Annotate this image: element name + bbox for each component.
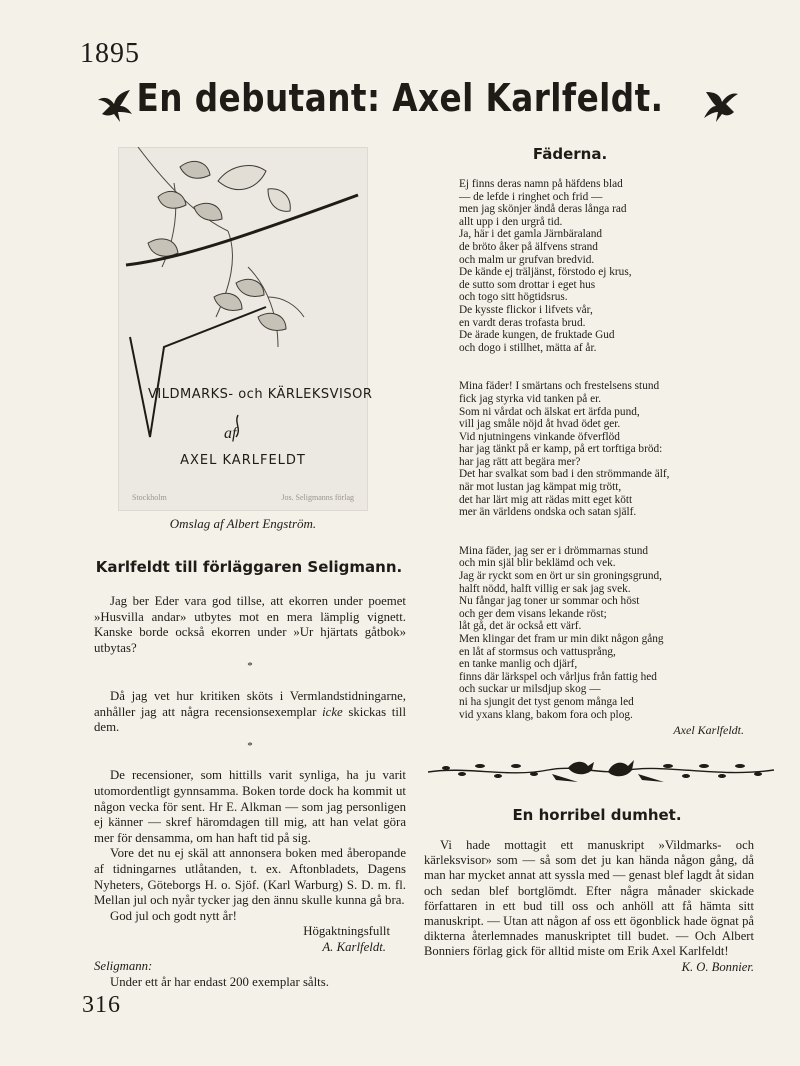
poem-line: vid yxans klang, bakom fora och plog. (459, 708, 633, 721)
bird-icon (700, 90, 740, 124)
poem-line: fick jag styrka vid tanken på er. (459, 392, 602, 405)
story-signature: K. O. Bonnier. (681, 959, 754, 974)
letter-paragraph: Jag ber Eder vara god tillse, att ekorren under poemet »Husvilla andar» utbytes mot en mera lämplig vignett. Kanske borde också ekorren under »Ur hjärtats gåtbok» utbytas? (94, 594, 406, 655)
reply-label: Seligmann: (94, 959, 153, 974)
poem-line: när mot lustan jag kämpat mig trött, (459, 481, 622, 494)
poem-line: Nu fångar jag toner ur sommar och höst (459, 595, 640, 608)
poem-stanza (459, 545, 759, 721)
letter-body (94, 594, 406, 991)
poem-line: Det har svalkat som bad i den strömmande älf, (459, 468, 670, 481)
poem-line: har jag rätt att begära mer? (459, 455, 581, 468)
book-cover (118, 147, 373, 511)
poem-line: och dogo i stillhet, mätta af år. (459, 341, 597, 354)
letter-paragraph (94, 689, 406, 736)
poem-line: De ärade kungen, de fruktade Gud (459, 329, 615, 342)
page-number: 316 (82, 992, 121, 1018)
emphasis: icke (322, 704, 343, 719)
poem-line: Ja, här i det gamla Järnbäraland (459, 228, 603, 241)
poem-line: och ger dem visans lekande röst; (459, 607, 607, 620)
text-run: Då jag vet hur kritiken sköts i Vermlandstidningarne, anhåller jag att några recensionsexemplar (94, 688, 406, 719)
poem-line: har jag tänkt på er kamp, på ert torftiga bröd: (459, 443, 663, 456)
poem-line: Mina fäder, jag ser er i drömmarnas stund (459, 544, 649, 557)
cover-author: AXEL KARLFELDT (180, 453, 306, 468)
cover-caption: Omslag af Albert Engström. (169, 516, 317, 531)
cover-place: Stockholm (132, 493, 167, 502)
poem-line: Men klingar det fram ur min dikt någon gång (459, 633, 664, 645)
poem-title: Fäderna. (532, 145, 608, 163)
poem-line: allt upp i den urgrå tid. (459, 215, 563, 228)
poem-line: Vid njutningens vinkande öfverflöd (459, 430, 620, 443)
poem-line: en vardt deras trofasta brud. (459, 316, 586, 329)
story-title: En horribel dumhet. (512, 806, 682, 824)
poem-line: och togo sitt högtidsrus. (459, 291, 568, 304)
cover-publisher: Jos. Seligmanns förlag (281, 493, 354, 502)
section-star: * (247, 660, 253, 673)
poem-signature: Axel Karlfeldt. (673, 723, 744, 737)
poem-line: vill jag småle nöjd åt hvad ödet ger. (459, 418, 621, 431)
poem-line: och suckar ur milsdjup skog — (459, 683, 601, 696)
poem-line: Som ni vårdat och älskat ert ärfda pund, (459, 405, 640, 418)
text-run: skickas till dem. (94, 704, 407, 735)
poem-line: låt gå, det är också ett värf. (459, 620, 582, 633)
poem-stanza (459, 178, 759, 354)
section-star: * (247, 739, 253, 752)
poem-line: finns där lärkspel och vårljus från fattig hed (459, 670, 657, 683)
letter-heading: Karlfeldt till förläggaren Seligmann. (95, 558, 403, 576)
letter-paragraph: God jul och godt nytt år! (110, 908, 237, 923)
bird-vine-ornament (428, 752, 774, 788)
letter-paragraph: De recensioner, som hittills varit synliga, ha ju varit utomordentligt gynnsamma. Boken torde dock ha kommit ut någon vecka för sent. Hr E. Alkman — som jag personligen ej känner — skref häromdagen till mig, att han velat göra mer för densamma, om han haft tid på sig. (94, 768, 406, 845)
letter-paragraph: Vore det nu ej skäl att annonsera boken med åberopande af tidningarnes utlåtanden, t. ex. Aftonbladets, Dagens Nyheters, Göteborgs H. o. Sjöf. (Karl Warburg) S. D. m. fl. Mellan jul och nyår tycker jag den ännu skulle kunna gå bra. (94, 846, 406, 908)
cover-title: VILDMARKS- och KÄRLEKSVISOR (148, 387, 373, 402)
headline: En debutant: Axel Karlfeldt. (136, 76, 664, 120)
poem-line: och malm ur grufvan bredvid. (459, 253, 595, 266)
poem-line: mer än världens ondska och satan själf. (459, 506, 637, 519)
story-paragraph: Vi hade mottagit ett manuskript »Vildmarks- och kärleksvisor» som — så som det ju kan hända någon gång, då man har mycket annat att syssla med — genast blef lagdt åt sidan och sedan blef bortglömdt. Efter några månader skickade författaren in ett bud till oss och anhöll att få hämta sitt manuskript. — Utan att någon af oss ett ögonblick hade ögnat på dikterna återlemnades manuskriptet till budet. — Och Albert Bonniers förlag gick för alltid miste om Erik Axel Karlfeldt! (424, 838, 754, 959)
letter-signature: A. Karlfeldt. (322, 939, 386, 954)
poem-line: — de lefde i ringhet och frid — (459, 190, 603, 203)
story-body (424, 838, 754, 975)
poem-line: ni ha sjungit det tyst genom många led (459, 695, 634, 708)
poem-line: och min själ blir beklämd och vek. (459, 557, 616, 570)
poem-line: Mina fäder! I smärtans och frestelsens stund (459, 380, 660, 393)
poem-line: halft nödd, halft villig er sak jag svek. (459, 582, 631, 595)
reply-text: Under ett år har endast 200 exemplar sålts. (110, 975, 329, 990)
poem-line: de sutto som drottar i eget hus (459, 278, 596, 291)
poem-line: De kysste flickor i lifvets vår, (459, 303, 593, 316)
poem-stanza (459, 380, 759, 519)
poem-line: Jag är ryckt som en ört ur sin groningsgrund, (459, 570, 662, 583)
poem-line: en tanke manlig och djärf, (459, 658, 578, 671)
poem-line: en låt af stormsus och vattusprång, (459, 645, 616, 658)
poem-body (459, 178, 759, 747)
poem-line: Ej finns deras namn på häfdens blad (459, 178, 623, 190)
year: 1895 (80, 38, 140, 69)
poem-line: De kände ej träljänst, förstodo ej krus, (459, 266, 632, 279)
poem-line: men jag skönjer ändå deras långa rad (459, 203, 627, 216)
cover-imprint (132, 493, 354, 502)
letter-closing: Högaktningsfullt (303, 924, 390, 939)
cover-of: af (224, 425, 237, 442)
poem-line: det har lärt mig att rädas mitt eget kött (459, 493, 633, 506)
poem-line: de bröto åker på älfvens strand (459, 240, 598, 253)
